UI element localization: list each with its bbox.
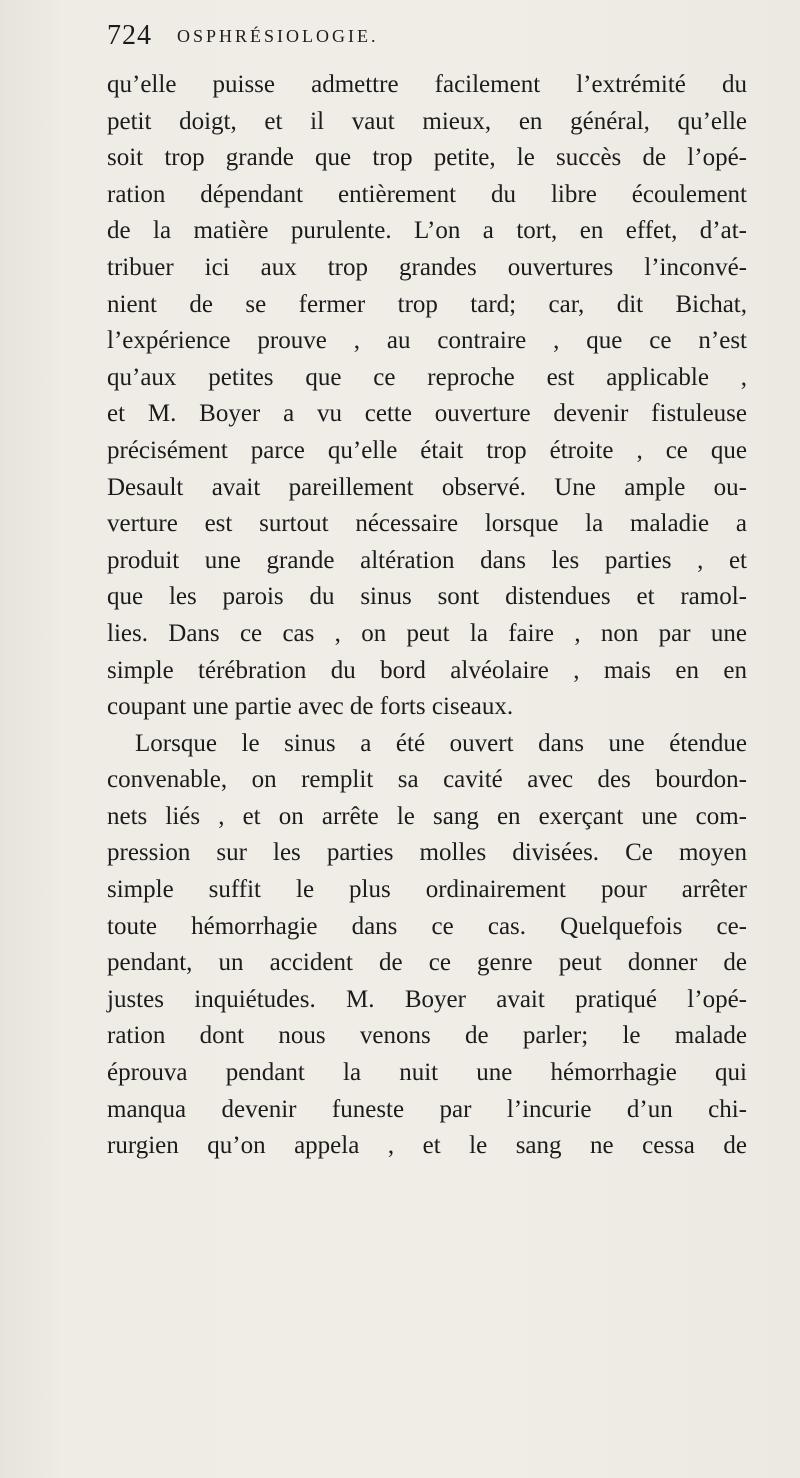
body-text [107, 67, 747, 1165]
text-line: pression sur les parties molles divisées. Ce moyen [107, 839, 747, 867]
text-line: et M. Boyer a vu cette ouverture devenir fistuleuse [107, 400, 747, 428]
text-line: précisément parce qu’elle était trop étroite , ce que [107, 436, 747, 464]
text-line: Desault avait pareillement observé. Une ample ou- [107, 473, 747, 501]
text-line: simple térébration du bord alvéolaire , mais en en [107, 656, 747, 684]
text-line: nient de se fermer trop tard; car, dit Bichat, [107, 290, 747, 318]
text-line: justes inquiétudes. M. Boyer avait pratiqué l’opé- [107, 985, 747, 1013]
text-line: produit une grande altération dans les parties , et [107, 546, 747, 574]
text-line: qu’aux petites que ce reproche est applicable , [107, 363, 747, 391]
text-line: ration dépendant entièrement du libre écoulement [107, 180, 747, 208]
text-line: pendant, un accident de ce genre peut donner de [107, 949, 747, 977]
text-line: ration dont nous venons de parler; le malade [107, 1022, 747, 1050]
text-line: que les parois du sinus sont distendues et ramol- [107, 583, 747, 611]
text-line: toute hémorrhagie dans ce cas. Quelquefois ce- [107, 912, 747, 940]
text-line: soit trop grande que trop petite, le succès de l’opé- [107, 144, 747, 172]
text-line: lies. Dans ce cas , on peut la faire , non par une [107, 619, 747, 647]
text-line-paragraph-start: Lorsque le sinus a été ouvert dans une étendue [135, 729, 747, 757]
text-line: nets liés , et on arrête le sang en exerçant une com- [107, 802, 747, 830]
text-line: manqua devenir funeste par l’incurie d’un chi- [107, 1095, 747, 1123]
page-number: 724 [107, 20, 152, 51]
text-line: de la matière purulente. L’on a tort, en effet, d’at- [107, 217, 747, 245]
text-line: verture est surtout nécessaire lorsque la maladie a [107, 510, 747, 538]
text-line: éprouva pendant la nuit une hémorrhagie qui [107, 1059, 747, 1087]
text-line: rurgien qu’on appela , et le sang ne cessa de [107, 1132, 747, 1160]
running-head: OSPHRÉSIOLOGIE. [177, 26, 379, 46]
text-line: simple suffit le plus ordinairement pour arrêter [107, 876, 747, 904]
text-line: petit doigt, et il vaut mieux, en général, qu’elle [107, 107, 747, 135]
text-line: qu’elle puisse admettre facilement l’extrémité du [107, 71, 747, 98]
page-header [107, 20, 707, 60]
text-line-paragraph-end: coupant une partie avec de forts ciseaux. [107, 693, 514, 721]
text-line: l’expérience prouve , au contraire , que ce n’est [107, 327, 747, 355]
text-line: convenable, on remplit sa cavité avec des bourdon- [107, 766, 747, 794]
text-line: tribuer ici aux trop grandes ouvertures l’inconvé- [107, 253, 747, 281]
